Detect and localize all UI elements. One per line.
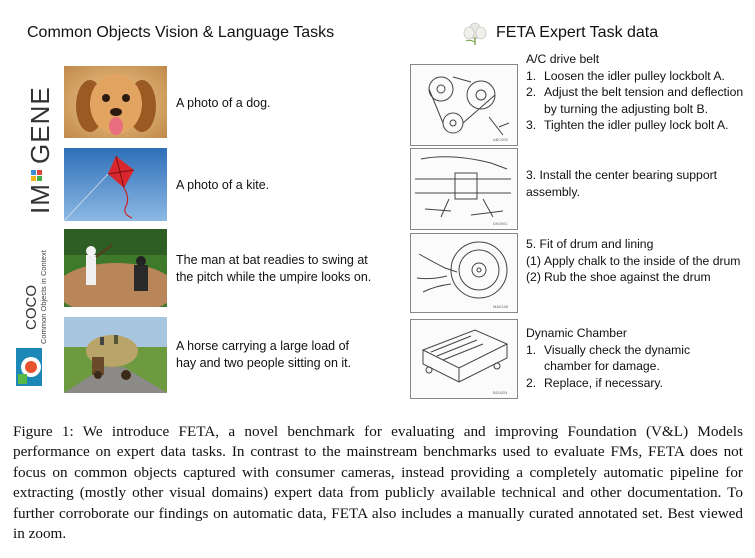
task-block-center-bearing: 3. Install the center bearing support assembly. (526, 168, 718, 199)
flower-logo-icon (461, 22, 489, 46)
dynamic-chamber-diagram (410, 319, 518, 399)
dog-photo (64, 66, 167, 138)
task-step: 1. Visually check the dynamic chamber for damage. (526, 342, 691, 373)
task-block-drum-lining (526, 236, 751, 286)
drum-lining-diagram (410, 233, 518, 313)
svg-text:ABC000: ABC000 (493, 137, 508, 142)
baseball-caption: The man at bat readies to swing at the pitch while the umpire looks on. (176, 253, 372, 284)
task-step: 3. Tighten the idler pulley lock bolt A. (526, 118, 729, 132)
svg-text:GENET: GENET (25, 86, 55, 164)
task-heading: Dynamic Chamber (526, 326, 627, 340)
svg-text:BD0024: BD0024 (493, 390, 508, 395)
svg-text:Common Objects in Context: Common Objects in Context (39, 250, 48, 344)
center-bearing-diagram (410, 148, 518, 230)
right-section-title: FETA Expert Task data (496, 24, 659, 41)
left-section-title: Common Objects Vision & Language Tasks (27, 24, 335, 41)
task-block-ac-belt (526, 51, 751, 134)
svg-text:IM: IM (25, 183, 55, 214)
task-step: 1. Loosen the idler pulley lockbolt A. (526, 68, 725, 83)
task-heading: 5. Fit of drum and lining (526, 237, 654, 251)
figure-caption: Figure 1: We introduce FETA, a novel benchmark for evaluating and improving Foundation (V&L) Models performance on expert data tasks. In contrast to the mainstream benchmarks used to evaluate FMs, FETA does not focus on common objects captured with consumer cameras, instead providing a completely automatic pipeline for extracting (mostly other visual domains) expert data from publicly available technical and other documentation. To further corroborate our findings on automatic data, FETA also includes a manually curated annotated set. Best viewed in zoom. (13, 423, 743, 543)
kite-photo (64, 148, 167, 221)
task-step: (1) Apply chalk to the inside of the drum (526, 253, 741, 268)
horse-caption: A horse carrying a large load of hay and two people sitting on it. (176, 339, 352, 370)
task-step: 2. Replace, if necessary. (526, 375, 663, 390)
dog-caption: A photo of a dog. (176, 96, 271, 110)
coco-logo (14, 240, 54, 390)
svg-text:COCO: COCO (23, 285, 40, 330)
task-heading: A/C drive belt (526, 52, 600, 66)
baseball-photo (64, 229, 167, 307)
imagenet-logo (22, 86, 56, 216)
kite-caption: A photo of a kite. (176, 178, 270, 192)
task-step: 2. Adjust the belt tension and deflection by turning the adjusting bolt B. (526, 85, 744, 116)
task-block-dynamic-chamber (526, 325, 731, 391)
task-step: (2) Rub the shoe against the drum (526, 270, 711, 284)
svg-text:MA0128: MA0128 (493, 304, 508, 309)
ac-belt-diagram (410, 64, 518, 146)
svg-text:DK0001: DK0001 (493, 221, 508, 226)
horse-hay-photo (64, 317, 167, 393)
